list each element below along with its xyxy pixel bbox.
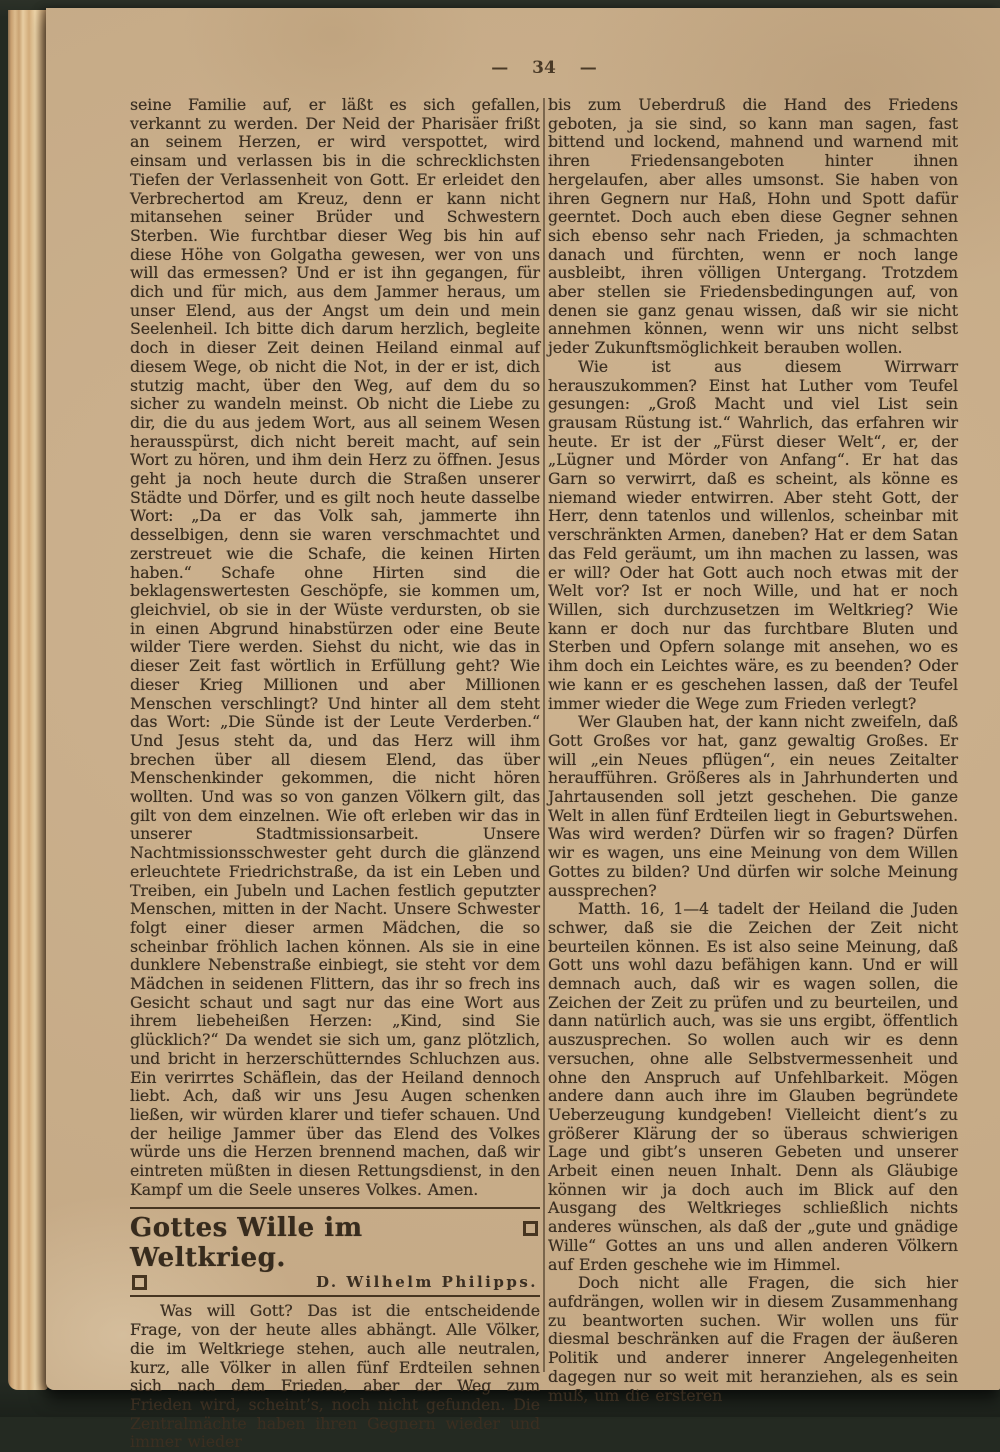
continuation-paragraph: seine Familie auf, er läßt es sich gefallen, verkannt zu werden. Der Neid der Pharisäer frißt an seinem Herzen, er wird verspottet, wird einsam und verlassen bis in die schrecklichsten Tiefen der Verlassenheit von Gott. Er erleidet den Verbrechertod am Kreuz, denn er kann nicht mitansehen seiner Brüder und Schwestern Sterben. Wie furchtbar dieser Weg bis hin auf diese Höhe von Golgatha gewesen, wer von uns will das ermessen? Und er ist ihn gegangen, für dich und für mich, aus dem Jammer heraus, um unser Elend, aus der Angst um dein und mein Seelenheil. Ich bitte dich darum herzlich, begleite doch in dieser Zeit deinen Heiland einmal auf diesem Wege, ob nicht die Not, in der er ist, dich stutzig macht, über den Weg, auf dem du so sicher zu wandeln meinst. Ob nicht die Liebe zu dir, die du aus jedem Wort, aus all seinem Wesen herausspürst, dich nicht bereit macht, auf sein Wort zu hören, und ihm dein Herz zu öffnen. Jesus geht ja noch heute durch die Straßen unserer Städte und Dörfer, und es gilt noch heute dasselbe Wort: „Da er das Volk sah, jammerte ihn desselbigen, denn sie waren verschmachtet und zerstreuet wie die Schafe, die keinen Hirten haben.“ Schafe ohne Hirten sind die beklagenswertesten Geschöpfe, sie kommen um, gleichviel, ob sie in der Wüste verdursten, ob sie in einen Abgrund hinabstürzen oder eine Beute wilder Tiere werden. Siehst du nicht, wie das in dieser Zeit fast wörtlich in Erfüllung geht? Wie dieser Krieg Millionen und aber Millionen Menschen verschlingt? Und hinter all dem steht das Wort: „Die Sünde ist der Leute Verderben.“ Und Jesus steht da, und das Herz will ihm brechen über all diesem Elend, das über Menschenkinder gekommen, die nicht hören wollten. Und was so von ganzen Völkern gilt, das gilt von dem einzelnen. Wie oft erleben wir das in unserer Stadtmissionsarbeit. Unsere Nachtmissionsschwester geht durch die glänzend erleuchtete Friedrichstraße, da ist ein Leben und Treiben, ein Jubeln und Lachen festlich geputzter Menschen, mitten in der Nacht. Unsere Schwester folgt einer dieser armen Mädchen, die so scheinbar fröhlich lachen können. Als sie in eine dunklere Nebenstraße einbiegt, sie steht vor dem Mädchen in seidenen Flittern, das ihr so frech ins Gesicht schaut und sagt nur das eine Wort aus ihrem liebeheißen Herzen: „Kind, sind Sie glücklich?“ Da wendet sie sich um, ganz plötzlich, und bricht in herzerschütterndes Schluchzen aus. Ein verirrtes Schäflein, das der Heiland dennoch liebt. Ach, daß wir uns Jesu Augen schenken ließen, wir würden klarer und tiefer schauen. Und der heilige Jammer über das Elend des Volkes würde uns die Herzen brennend machen, daß wir eintreten müßten in diesen Rettungsdienst, in den Kampf um die Seele unseres Volkes. Amen. xyxy=(130,95,540,1199)
article-header xyxy=(130,1207,540,1297)
right-column-paragraph: Matth. 16, 1—4 tadelt der Heiland die Juden schwer, daß sie die Zeichen der Zeit nicht beurteilen können. Es ist also seine Meinung, daß Gott uns wohl dazu befähigen kann. Und er will demnach auch, daß wir es wagen sollen, die Zeichen der Zeit zu prüfen und zu beurteilen, und dann natürlich auch, was sie uns ergibt, öffentlich auszusprechen. So wollen auch wir es denn versuchen, ohne alle Selbstvermessenheit und ohne den Anspruch auf Unfehlbarkeit. Mögen andere dann auch ihre im Glauben begründete Ueberzeugung kundgeben! Vielleicht dient’s zu größerer Klärung der so überaus schwierigen Lage und gibt’s unseren Gebeten und unserer Arbeit einen neuen Inhalt. Denn als Gläubige können wir ja doch auch im Blick auf den Ausgang des Weltkrieges schließlich nichts anderes wünschen, als daß der „gute und gnädige Wille“ Gottes an uns und allen anderen Völkern auf Erden geschehe wie im Himmel. xyxy=(548,899,958,1274)
article-title-row xyxy=(130,1209,540,1273)
page-content xyxy=(46,8,1000,1452)
paper-page xyxy=(46,8,1000,1452)
right-column-paragraph: Doch nicht alle Fragen, die sich hier aufdrängen, wollen wir in diesem Zusammenhang zu beantworten suchen. Wir wollen uns für diesmal beschränken auf die Fragen der äußeren Politik und anderer innerer Angelegenheiten dagegen nur so weit mit heranziehen, als es sein muß, um die ersteren xyxy=(548,1273,958,1405)
ornament-square-icon xyxy=(132,1275,147,1290)
left-column xyxy=(130,96,540,1452)
right-column xyxy=(548,96,958,1452)
article-byline: D. Wilhelm Philipps. xyxy=(315,1273,538,1292)
header-rule-bottom xyxy=(130,1295,540,1297)
column-divider-rule xyxy=(543,98,545,1372)
book-page-stack-edges xyxy=(8,10,48,1390)
right-column-paragraph: Wie ist aus diesem Wirrwarr herauszukommen? Einst hat Luther vom Teufel gesungen: „Groß Macht und viel List sein grausam Rüstung ist.“ Wahrlich, das erfahren wir heute. Er ist der „Fürst dieser Welt“, er, der „Lügner und Mörder von Anfang“. Er hat das Garn so verwirrt, daß es scheint, als könne es niemand wieder entwirren. Aber steht Gott, der Herr, denn tatenlos und willenlos, scheinbar mit verschränkten Armen, daneben? Hat er dem Satan das Feld geräumt, um ihn machen zu lassen, was er will? Oder hat Gott auch noch etwas mit der Welt vor? Ist er noch Wille, und hat er noch Willen, sich durchzusetzen im Weltkrieg? Wie kann er doch nur das furchtbare Bluten und Sterben und Opfern solange mit ansehen, wo es ihm doch ein Leichtes wäre, es zu beenden? Oder wie kann er es geschehen lassen, daß der Teufel immer wieder die Wege zum Frieden verlegt? xyxy=(548,356,958,713)
article-opening-paragraph: Was will Gott? Das ist die entscheidende Frage, von der heute alles abhängt. Alle Völker, die im Weltkriege stehen, auch alle neutralen, kurz, alle Völker in allen fünf Erdteilen sehnen sich nach dem Frieden, aber der Weg zum Frieden wird, scheint’s, noch nicht gefunden. Die Zentralmächte haben ihren Gegnern wieder und immer wieder xyxy=(130,1301,540,1452)
right-column-paragraph: bis zum Ueberdruß die Hand des Friedens geboten, ja sie sind, so kann man sagen, fast bittend und lockend, mahnend und warnend mit ihren Friedensangeboten hinter ihnen hergelaufen, aber alles umsonst. Sie haben von ihren Gegnern nur Haß, Hohn und Spott dafür geerntet. Doch auch eben diese Gegner sehnen sich ebenso sehr nach Frieden, ja schmachten danach und fürchten, wenn er noch lange ausbleibt, ihren völligen Untergang. Trotzdem aber stellen sie Friedensbedingungen auf, von denen sie ganz genau wissen, daß wir sie nicht annehmen können, wenn wir uns nicht selbst jeder Zukunftsmöglichkeit berauben wollen. xyxy=(548,95,958,358)
article-byline-row xyxy=(130,1273,540,1295)
ornament-square-icon xyxy=(523,1221,538,1236)
page-number: — 34 — xyxy=(491,58,597,78)
right-column-paragraph: Wer Glauben hat, der kann nicht zweifeln, daß Gott Großes vor hat, ganz gewaltig Großes. Er will „ein Neues pflügen“, ein neues Zeitalter heraufführen. Größeres als in Jahrhunderten und Jahrtausenden soll jetzt geschehen. Die ganze Welt in allen fünf Erdteilen liegt in Geburtswehen. Was wird werden? Dürfen wir so fragen? Dürfen wir es wagen, uns eine Meinung von dem Willen Gottes zu bilden? Und dürfen wir solche Meinung aussprechen? xyxy=(548,712,958,900)
two-column-layout xyxy=(130,96,958,1452)
article-title: Gottes Wille im Weltkrieg. xyxy=(130,1213,363,1274)
